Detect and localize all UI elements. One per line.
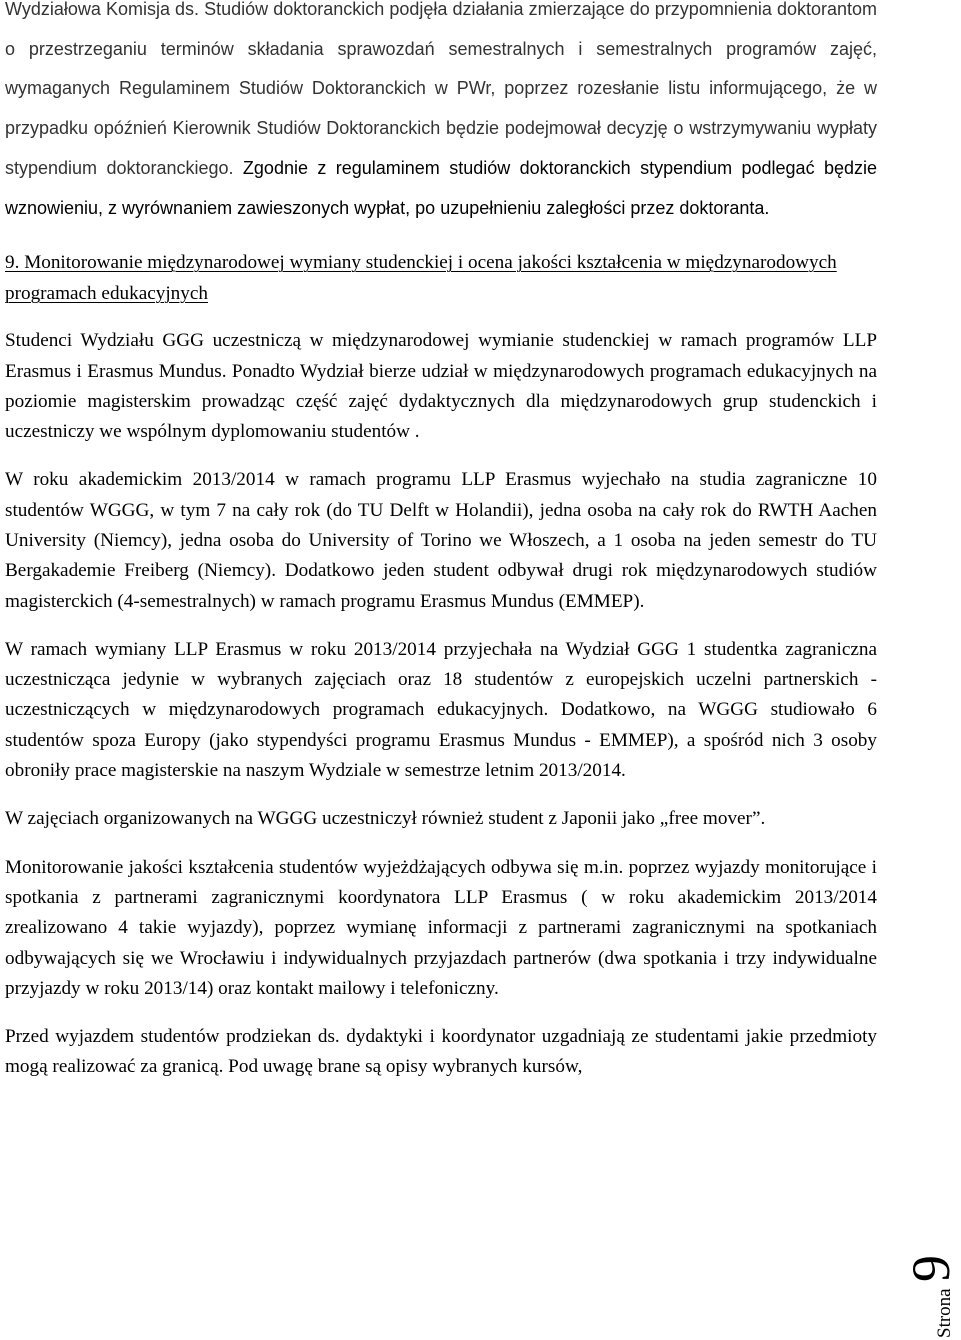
paragraph-course-agreement: Przed wyjazdem studentów prodziekan ds. dydaktyki i koordynator uzgadniają ze studentami jakie przedmioty mogą realizować za granicą. Pod uwagę brane są opisy wybranych kursów, bbox=[5, 1026, 877, 1078]
paragraph-doctoral-committee-lead: Wydziałowa Komisja ds. Studiów doktoranckich podjęła działania zmierzające do przypomnienia doktorantom o przestrzeganiu terminów składania sprawozdań semestralnych i semestralnych programów zajęć, wymaganych Regulaminem Studiów Doktoranckich w PWr, poprzez rozesłanie listu informującego, że w przypadku opóźnień Kierownik Studiów Doktoranckich będzie podejmował decyzję o wstrzymywaniu wypłaty stypendium doktoranckiego. bbox=[5, 0, 877, 178]
document-body bbox=[5, 0, 877, 1083]
paragraph-exchange-programs: Studenci Wydziału GGG uczestniczą w międzynarodowej wymianie studenckiej w ramach programów LLP Erasmus i Erasmus Mundus. Ponadto Wydział bierze udział w międzynarodowych programach edukacyjnych na poziomie magisterskim prowadząc część zajęć dydaktycznych dla międzynarodowych grup studenckich i uczestniczy we wspólnym dyplomowaniu studentów . bbox=[5, 330, 877, 443]
section-heading: 9. Monitorowanie międzynarodowej wymiany studenckiej i ocena jakości kształcenia w międzynarodowych programach edukacyjnych bbox=[5, 252, 837, 304]
paragraph-outgoing-students: W roku akademickim 2013/2014 w ramach programu LLP Erasmus wyjechało na studia zagraniczne 10 studentów WGGG, w tym 7 na cały rok (do TU Delft w Holandii), jedna osoba na cały rok do RWTH Aachen University (Niemcy), jedna osoba do University of Torino we Włoszech, a 1 osoba na jeden semestr do TU Bergakademie Freiberg (Niemcy). Dodatkowo jeden student odbywał drugi rok międzynarodowych studiów magisterckich (4-semestralnych) w ramach programu Erasmus Mundus (EMMEP). bbox=[5, 469, 877, 612]
paragraph-quality-monitoring: Monitorowanie jakości kształcenia studentów wyjeżdżających odbywa się m.in. poprzez wyjazdy monitorujące i spotkania z partnerami zagranicznymi koordynatora LLP Erasmus ( w roku akademickim 2013/2014 zrealizowano 4 takie wyjazdy), poprzez wymianę informacji z partnerami zagranicznymi na spotkaniach odbywających się we Wrocławiu i indywidualnych przyjazdach partnerów (dwa spotkania i trzy indywidualne przyjazdy w roku 2013/14) oraz kontakt mailowy i telefoniczny. bbox=[5, 856, 877, 999]
paragraph-incoming-students: W ramach wymiany LLP Erasmus w roku 2013/2014 przyjechała na Wydział GGG 1 studentka zagraniczna uczestnicząca jedynie w wybranych zajęciach oraz 18 studentów z europejskich uczelni partnerskich - uczestniczących w międzynarodowych programach edukacyjnych. Dodatkowo, na WGGG studiowało 6 studentów spoza Europy (jako stypendyści programu Erasmus Mundus - EMMEP), a spośród nich 3 osoby obroniły prace magisterskie na naszym Wydziale w semestrze letnim 2013/2014. bbox=[5, 638, 877, 782]
paragraph-doctoral-committee-tail: Zgodnie z regulaminem studiów doktoranckich stypendium podlegać będzie wznowieniu, z wyrównaniem zawieszonych wypłat, po uzupełnieniu zaległości przez doktoranta. bbox=[5, 157, 877, 218]
paragraph-free-mover: W zajęciach organizowanych na WGGG uczestniczył również student z Japonii jako „free mover”. bbox=[5, 808, 766, 830]
page-number: 9 bbox=[901, 1255, 961, 1282]
paragraph-doctoral-committee bbox=[5, 0, 877, 228]
page-footer bbox=[901, 1232, 961, 1340]
page-label: Strona bbox=[934, 1288, 955, 1338]
